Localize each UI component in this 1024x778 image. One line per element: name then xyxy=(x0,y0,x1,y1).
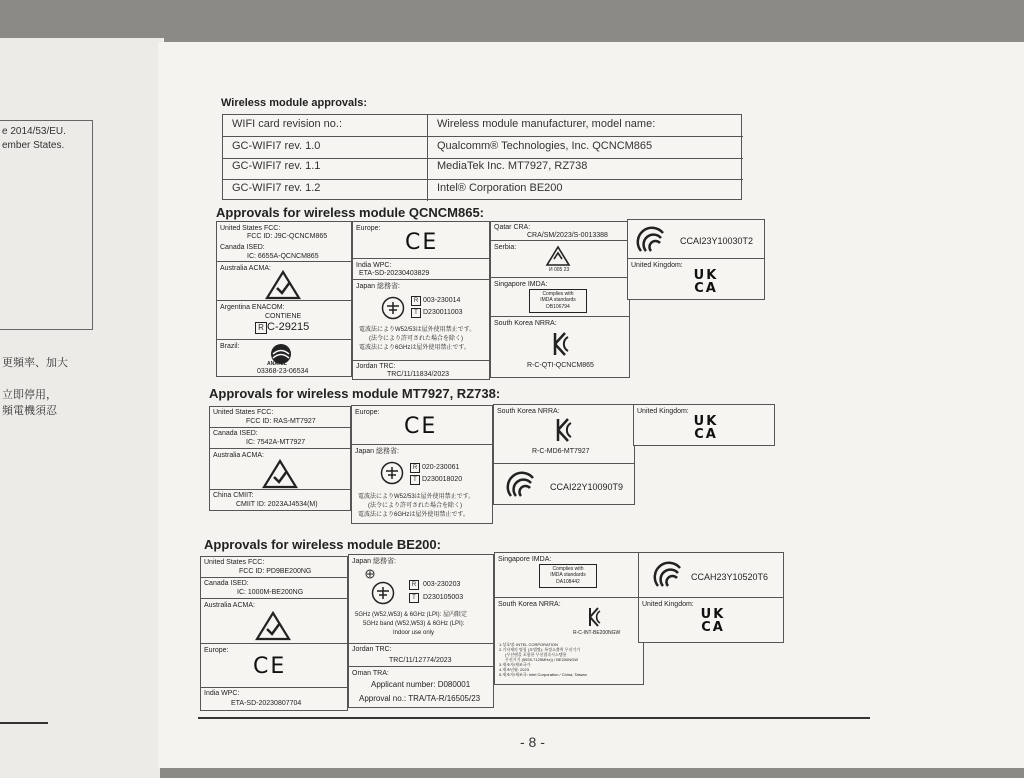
japan-t-icon: T xyxy=(409,593,419,603)
uk-cell xyxy=(627,258,765,300)
section-title-be200: Approvals for wireless module BE200: xyxy=(204,537,441,552)
korea-id: R-C-QTI-QCNCM865 xyxy=(527,362,594,369)
korea-label: South Korea NRRA: xyxy=(498,601,561,608)
acma-cell xyxy=(209,448,351,490)
morocco-anrt-icon xyxy=(636,225,668,255)
fcc-label: United States FCC: xyxy=(204,559,265,566)
cmiit-id: CMIIT ID: 2023AJ4534(M) xyxy=(236,501,318,508)
uk-label: United Kingdom: xyxy=(642,601,694,608)
enacom-code: C-29215 xyxy=(267,321,310,333)
india-label: India WPC: xyxy=(356,262,392,269)
india-cell xyxy=(352,258,490,280)
revision-row-maker: Intel® Corporation BE200 xyxy=(437,182,563,194)
japan-t-code: D230105003 xyxy=(423,594,464,601)
fcc-id: FCC ID: PD9BE200NG xyxy=(239,568,312,575)
oman-approval: Approval no.: TRA/TA-R/16505/23 xyxy=(359,694,481,703)
korea-cell xyxy=(490,316,630,378)
cmiit-label: China CMIIT: xyxy=(213,492,254,499)
revision-row-rev: GC-WIFI7 rev. 1.0 xyxy=(232,140,321,152)
brazil-cell xyxy=(216,339,352,377)
japan-t-icon: T xyxy=(411,308,421,318)
section-title-wireless-approvals: Wireless module approvals: xyxy=(221,97,368,109)
anatel-wordmark: ANATEL xyxy=(267,361,287,367)
korea-label: South Korea NRRA: xyxy=(494,320,557,327)
acma-label: Australia ACMA: xyxy=(220,265,271,272)
ised-cell xyxy=(209,427,351,449)
imda-line: DA108442 xyxy=(556,579,580,585)
ised-label: Canada ISED: xyxy=(220,244,265,251)
japan-note: (法令により許可された場合を除く) xyxy=(369,336,463,342)
morocco-id: CCAH23Y10520T6 xyxy=(691,572,769,582)
japan-note: Indoor use only xyxy=(393,630,435,636)
ised-label: Canada ISED: xyxy=(213,430,258,437)
korea-label-line: 2.기자재의 명칭 (모델명): 특정소출력 무선기기 xyxy=(499,647,581,652)
qatar-id: CRA/SM/2023/S-0013388 xyxy=(527,232,608,239)
qatar-cell xyxy=(490,221,630,241)
uk-label: United Kingdom: xyxy=(637,408,689,415)
india-id: ETA-SD-20230403829 xyxy=(359,270,430,277)
jordan-id: TRC/11/11834/2023 xyxy=(387,371,450,378)
imda-box xyxy=(539,564,597,588)
enacom-cell xyxy=(216,300,352,340)
japan-r-code: 020-230061 xyxy=(422,464,460,471)
serbia-label: Serbia: xyxy=(494,244,517,251)
left-page xyxy=(0,38,160,778)
left-bottom-rule xyxy=(0,722,48,724)
japan-label: Japan 総務省: xyxy=(352,558,396,565)
imda-line: Complies with xyxy=(552,566,584,572)
ised-label: Canada ISED: xyxy=(204,580,249,587)
korea-label-line: (무선랜을 포함한 무선접속시스템용 xyxy=(505,652,567,657)
cmiit-cell xyxy=(209,489,351,511)
imda-line: Complies with xyxy=(542,291,574,297)
europe-cell xyxy=(352,221,490,259)
revision-header-rev: WIFI card revision no.: xyxy=(232,118,343,130)
acma-label: Australia ACMA: xyxy=(204,602,255,609)
left-text-line: e 2014/53/EU. xyxy=(2,126,66,137)
imda-line: DB106794 xyxy=(546,304,570,310)
japan-r-icon: R xyxy=(411,296,421,306)
giteki-icon xyxy=(381,296,405,320)
oman-cell xyxy=(348,666,494,708)
qatar-label: Qatar CRA: xyxy=(494,224,531,231)
japan-r-icon: R xyxy=(409,580,419,590)
uk-cell xyxy=(633,404,775,446)
korea-id: R-C-MD6-MT7927 xyxy=(532,448,590,455)
japan-cell xyxy=(352,279,490,361)
fcc-cell xyxy=(209,406,351,428)
europe-label: Europe: xyxy=(356,225,381,232)
left-page-box xyxy=(0,120,93,330)
kc-mark-icon xyxy=(551,331,571,357)
india-cell xyxy=(200,687,348,711)
singapore-cell xyxy=(490,277,630,317)
revision-row-rev: GC-WIFI7 rev. 1.2 xyxy=(232,182,321,194)
japan-note: 電波法によりW52/53は屋外使用禁止です。 xyxy=(358,494,475,500)
morocco-cell xyxy=(493,463,635,505)
acma-cell xyxy=(216,261,352,301)
revision-header-maker: Wireless module manufacturer, model name: xyxy=(437,118,656,130)
korea-label-line: 5.제조자/제조국: Intel Corporation / China, Taiwan xyxy=(499,672,587,677)
left-text-line: 立即停用， xyxy=(2,389,57,401)
jordan-cell xyxy=(348,643,494,667)
giteki-icon xyxy=(380,461,404,485)
japan-cell xyxy=(351,444,493,524)
japan-note: 電波法により6GHzは屋外使用禁止です。 xyxy=(358,512,469,518)
ised-cell xyxy=(200,577,348,599)
morocco-id: CCAI22Y10090T9 xyxy=(550,482,624,492)
japan-r-code: 003-230203 xyxy=(423,581,461,588)
morocco-cell xyxy=(627,219,765,259)
small-giteki-icon xyxy=(365,569,375,579)
imda-line: IMDA standards xyxy=(540,297,576,303)
section-title-mt7927: Approvals for wireless module MT7927, RZ738: xyxy=(209,386,501,401)
oman-applicant: Applicant number: D080001 xyxy=(371,680,471,689)
japan-label: Japan 総務省: xyxy=(356,283,400,290)
section-title-qcncm865: Approvals for wireless module QCNCM865: xyxy=(216,205,485,220)
morocco-anrt-icon xyxy=(653,560,685,590)
japan-note: 5GHz band (W52,W53) & 6GHz (LPI): xyxy=(363,621,465,627)
jordan-label: Jordan TRC: xyxy=(352,646,392,653)
rcm-icon xyxy=(255,611,291,641)
oman-label: Oman TRA: xyxy=(352,670,389,677)
enacom-contiene: CONTIENE xyxy=(265,313,302,320)
singapore-label: Singapore IMDA: xyxy=(498,556,552,563)
brazil-label: Brazil: xyxy=(220,343,240,350)
japan-note: (法令により許可された場合を除く) xyxy=(368,503,462,509)
morocco-id: CCAI23Y10030T2 xyxy=(680,236,754,246)
japan-t-code: D230018020 xyxy=(422,476,463,483)
imda-box xyxy=(529,289,587,313)
ukca-mark-icon: UK CA xyxy=(693,268,719,296)
japan-cell xyxy=(348,554,494,644)
acma-cell xyxy=(200,598,348,644)
europe-cell xyxy=(200,643,348,688)
giteki-icon xyxy=(371,581,395,605)
footer-rule xyxy=(198,717,870,719)
morocco-anrt-icon xyxy=(506,470,538,500)
revision-row-maker: MediaTek Inc. MT7927, RZ738 xyxy=(437,160,588,172)
jordan-label: Jordan TRC: xyxy=(356,363,396,370)
korea-cell xyxy=(493,404,635,464)
left-text-line: ember States. xyxy=(2,140,65,151)
korea-label-line: 4.제조년월: 2023 xyxy=(499,667,529,672)
korea-label-line: 1.상호명: INTEL CORPORATION xyxy=(499,642,558,647)
japan-label: Japan 総務省: xyxy=(355,448,399,455)
acma-label: Australia ACMA: xyxy=(213,452,264,459)
uk-label: United Kingdom: xyxy=(631,262,683,269)
korea-label-line: 3.제조자/제조국가 xyxy=(499,662,531,667)
serbia-triangle-icon xyxy=(545,245,571,267)
left-text-line: 更頻率、加大 xyxy=(2,357,68,369)
rcm-icon xyxy=(262,459,298,489)
japan-note: 電波法により6GHzは屋外使用禁止です。 xyxy=(359,345,470,351)
uk-cell xyxy=(638,597,784,643)
jordan-cell xyxy=(352,360,490,380)
morocco-cell xyxy=(638,552,784,598)
japan-note: 電波法によりW52/53は屋外使用禁止です。 xyxy=(359,327,476,333)
kc-mark-icon xyxy=(554,417,574,443)
europe-cell xyxy=(351,405,493,445)
anatel-code: 03368-23-06534 xyxy=(257,368,309,375)
korea-label-line: 무선기기 (5925-7125MHz)) / BE200NGW xyxy=(505,657,579,662)
enacom-label: Argentina ENACOM: xyxy=(220,304,285,311)
fcc-label: United States FCC: xyxy=(220,225,281,232)
revision-row-rev: GC-WIFI7 rev. 1.1 xyxy=(232,160,321,172)
india-id: ETA-SD-20230807704 xyxy=(231,700,302,707)
ised-id: IC: 7542A-MT7927 xyxy=(246,439,306,446)
jordan-id: TRC/11/12774/2023 xyxy=(389,657,452,664)
ised-id: IC: 6655A-QCNCM865 xyxy=(247,253,319,260)
page-number: - 8 - xyxy=(520,734,545,750)
japan-r-code: 003-230014 xyxy=(423,297,461,304)
left-text-line: 頻電機須忍 xyxy=(2,405,57,417)
ce-mark-icon: CE xyxy=(404,414,438,439)
korea-id: R-C-INT-BE200NGW xyxy=(573,630,621,636)
ce-mark-icon: CE xyxy=(405,230,439,255)
ised-id: IC: 1000M-BE200NG xyxy=(237,589,304,596)
japan-r-icon: R xyxy=(410,463,420,473)
enacom-r-icon: R xyxy=(255,322,267,334)
fcc-cell xyxy=(200,556,348,578)
singapore-cell xyxy=(494,552,640,598)
serbia-code: И 005 23 xyxy=(549,267,570,273)
singapore-label: Singapore IMDA: xyxy=(494,281,548,288)
japan-t-code: D230011003 xyxy=(423,309,463,316)
fcc-label: United States FCC: xyxy=(213,409,274,416)
europe-label: Europe: xyxy=(204,647,229,654)
europe-label: Europe: xyxy=(355,409,380,416)
india-label: India WPC: xyxy=(204,690,240,697)
kc-mark-icon xyxy=(587,606,603,628)
ised-cell xyxy=(216,242,352,262)
ukca-mark-icon: UK CA xyxy=(700,607,726,635)
imda-line: IMDA standards xyxy=(550,572,586,578)
rcm-icon xyxy=(265,270,301,300)
fcc-id: FCC ID: J9C-QCNCM865 xyxy=(247,233,328,240)
japan-t-icon: T xyxy=(410,475,420,485)
serbia-cell xyxy=(490,240,630,278)
fcc-id: FCC ID: RAS-MT7927 xyxy=(246,418,316,425)
revision-row-maker: Qualcomm® Technologies, Inc. QCNCM865 xyxy=(437,140,653,152)
ce-mark-icon: CE xyxy=(253,654,287,679)
ukca-mark-icon: UK CA xyxy=(693,414,719,442)
japan-note: 5GHz (W52,W53) & 6GHz (LPI): 屋内限定 xyxy=(355,612,468,618)
korea-cell xyxy=(494,597,644,685)
korea-label: South Korea NRRA: xyxy=(497,408,560,415)
